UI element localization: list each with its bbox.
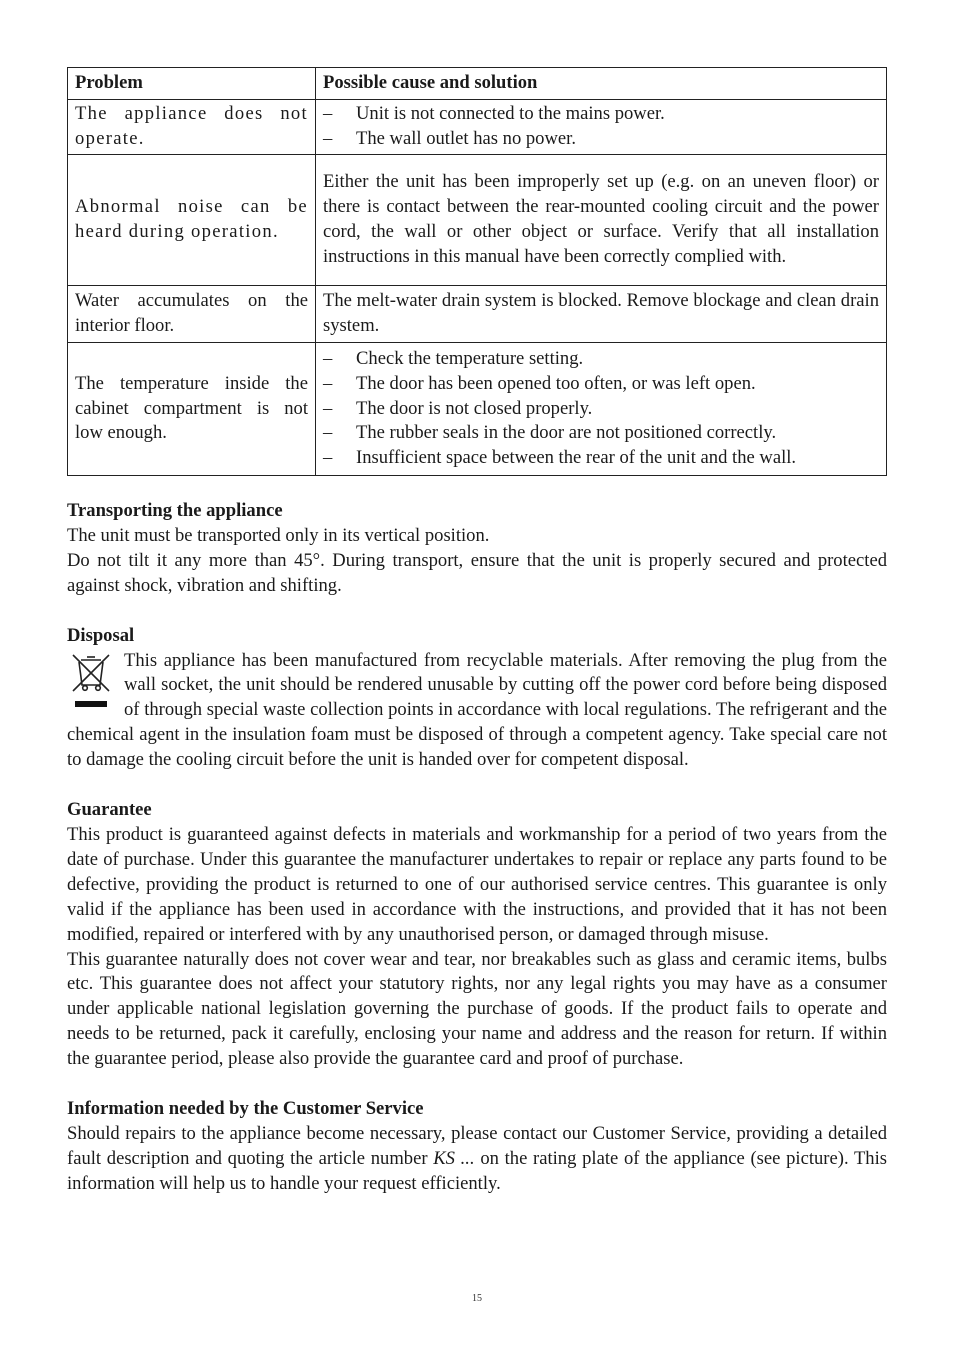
solution-cell <box>316 100 887 155</box>
problem-cell: Abnormal noise can be heard during operation. <box>68 155 316 286</box>
page-content <box>67 67 887 1197</box>
solution-item: – The wall outlet has no power. <box>323 127 879 152</box>
header-problem: Problem <box>68 68 316 100</box>
solution-item: – Unit is not connected to the mains power. <box>323 102 879 127</box>
table-row <box>68 155 887 286</box>
table-row <box>68 100 887 155</box>
customer-service-text <box>67 1122 887 1197</box>
table-row <box>68 286 887 343</box>
cs-text-before: Should repairs to the appliance become necessary, please contact our Customer Service, providing a detailed fault description and quoting the article number <box>67 1122 887 1169</box>
problem-cell: The temperature inside the cabinet compartment is not low enough. <box>68 343 316 476</box>
solution-cell: Either the unit has been improperly set up (e.g. on an uneven floor) or there is contact between the rear-mounted cooling circuit and the power cord, the wall or other object or surface. Verify that all installation instructions in this manual have been correctly complied with. <box>316 155 887 286</box>
guarantee-para1: This product is guaranteed against defects in materials and workmanship for a period of two years from the date of purchase. Under this guarantee the manufacturer undertakes to repair or replace any parts found to be defective, providing the product is returned to one of our authorised service centres. This guarantee is only valid if the appliance has been used in accordance with the instructions, and provided that it has not been modified, repaired or interfered with by any unauthorised person, or damaged through misuse. <box>67 823 887 945</box>
guarantee-heading: Guarantee <box>67 799 152 821</box>
table-row <box>68 343 887 476</box>
page-number: 15 <box>472 1293 482 1304</box>
table-header-row <box>68 68 887 100</box>
guarantee-section <box>67 798 887 1072</box>
header-solution: Possible cause and solution <box>316 68 887 100</box>
solution-cell <box>316 343 887 476</box>
weee-crossed-bin-icon <box>67 651 115 713</box>
disposal-section <box>67 624 887 773</box>
solution-item: – Insufficient space between the rear of the unit and the wall. <box>323 446 879 471</box>
troubleshooting-table <box>67 67 887 476</box>
customer-service-section <box>67 1097 887 1197</box>
guarantee-para2: This guarantee naturally does not cover wear and tear, nor breakables such as glass and ceramic items, bulbs etc. This guarantee does not affect your statutory rights, nor any legal rights you may have as a consumer under applicable national legislation governing the purchase of goods. If the product fails to operate and needs to be returned, pack it carefully, enclosing your name and address and the reason for return. If within the guarantee period, please also provide the guarantee card and proof of purchase. <box>67 948 887 1070</box>
transport-line1: The unit must be transported only in its vertical position. <box>67 524 490 546</box>
solution-item: – The rubber seals in the door are not positioned correctly. <box>323 421 879 446</box>
transport-line2: Do not tilt it any more than 45°. During transport, ensure that the unit is properly secured and protected against shock, vibration and shifting. <box>67 549 887 596</box>
customer-service-heading: Information needed by the Customer Service <box>67 1098 424 1120</box>
transport-heading: Transporting the appliance <box>67 500 283 521</box>
problem-cell: The appliance does not operate. <box>68 100 316 155</box>
article-number: KS ... <box>433 1147 475 1169</box>
solution-item: – Check the temperature setting. <box>323 347 879 372</box>
cs-text-after: on the rating plate of the appliance (see picture). This information will help us to handle your request efficiently. <box>67 1147 888 1194</box>
solution-item: – The door is not closed properly. <box>323 397 879 422</box>
solution-item: – The door has been opened too often, or was left open. <box>323 372 879 397</box>
disposal-heading: Disposal <box>67 624 135 646</box>
solution-cell: The melt-water drain system is blocked. Remove blockage and clean drain system. <box>316 286 887 343</box>
disposal-text: This appliance has been manufactured from recyclable materials. After removing the plug from the wall socket, the unit should be rendered unusable by cutting off the power cord before being disposed of through special waste collection points in accordance with local regulations. The refrigerant and the chemical agent in the insulation foam must be disposed of through a competent agency. Take special care not to damage the cooling circuit before the unit is handed over for competent disposal. <box>67 649 887 771</box>
problem-cell: Water accumulates on the interior floor. <box>68 286 316 343</box>
transport-section <box>67 499 887 599</box>
